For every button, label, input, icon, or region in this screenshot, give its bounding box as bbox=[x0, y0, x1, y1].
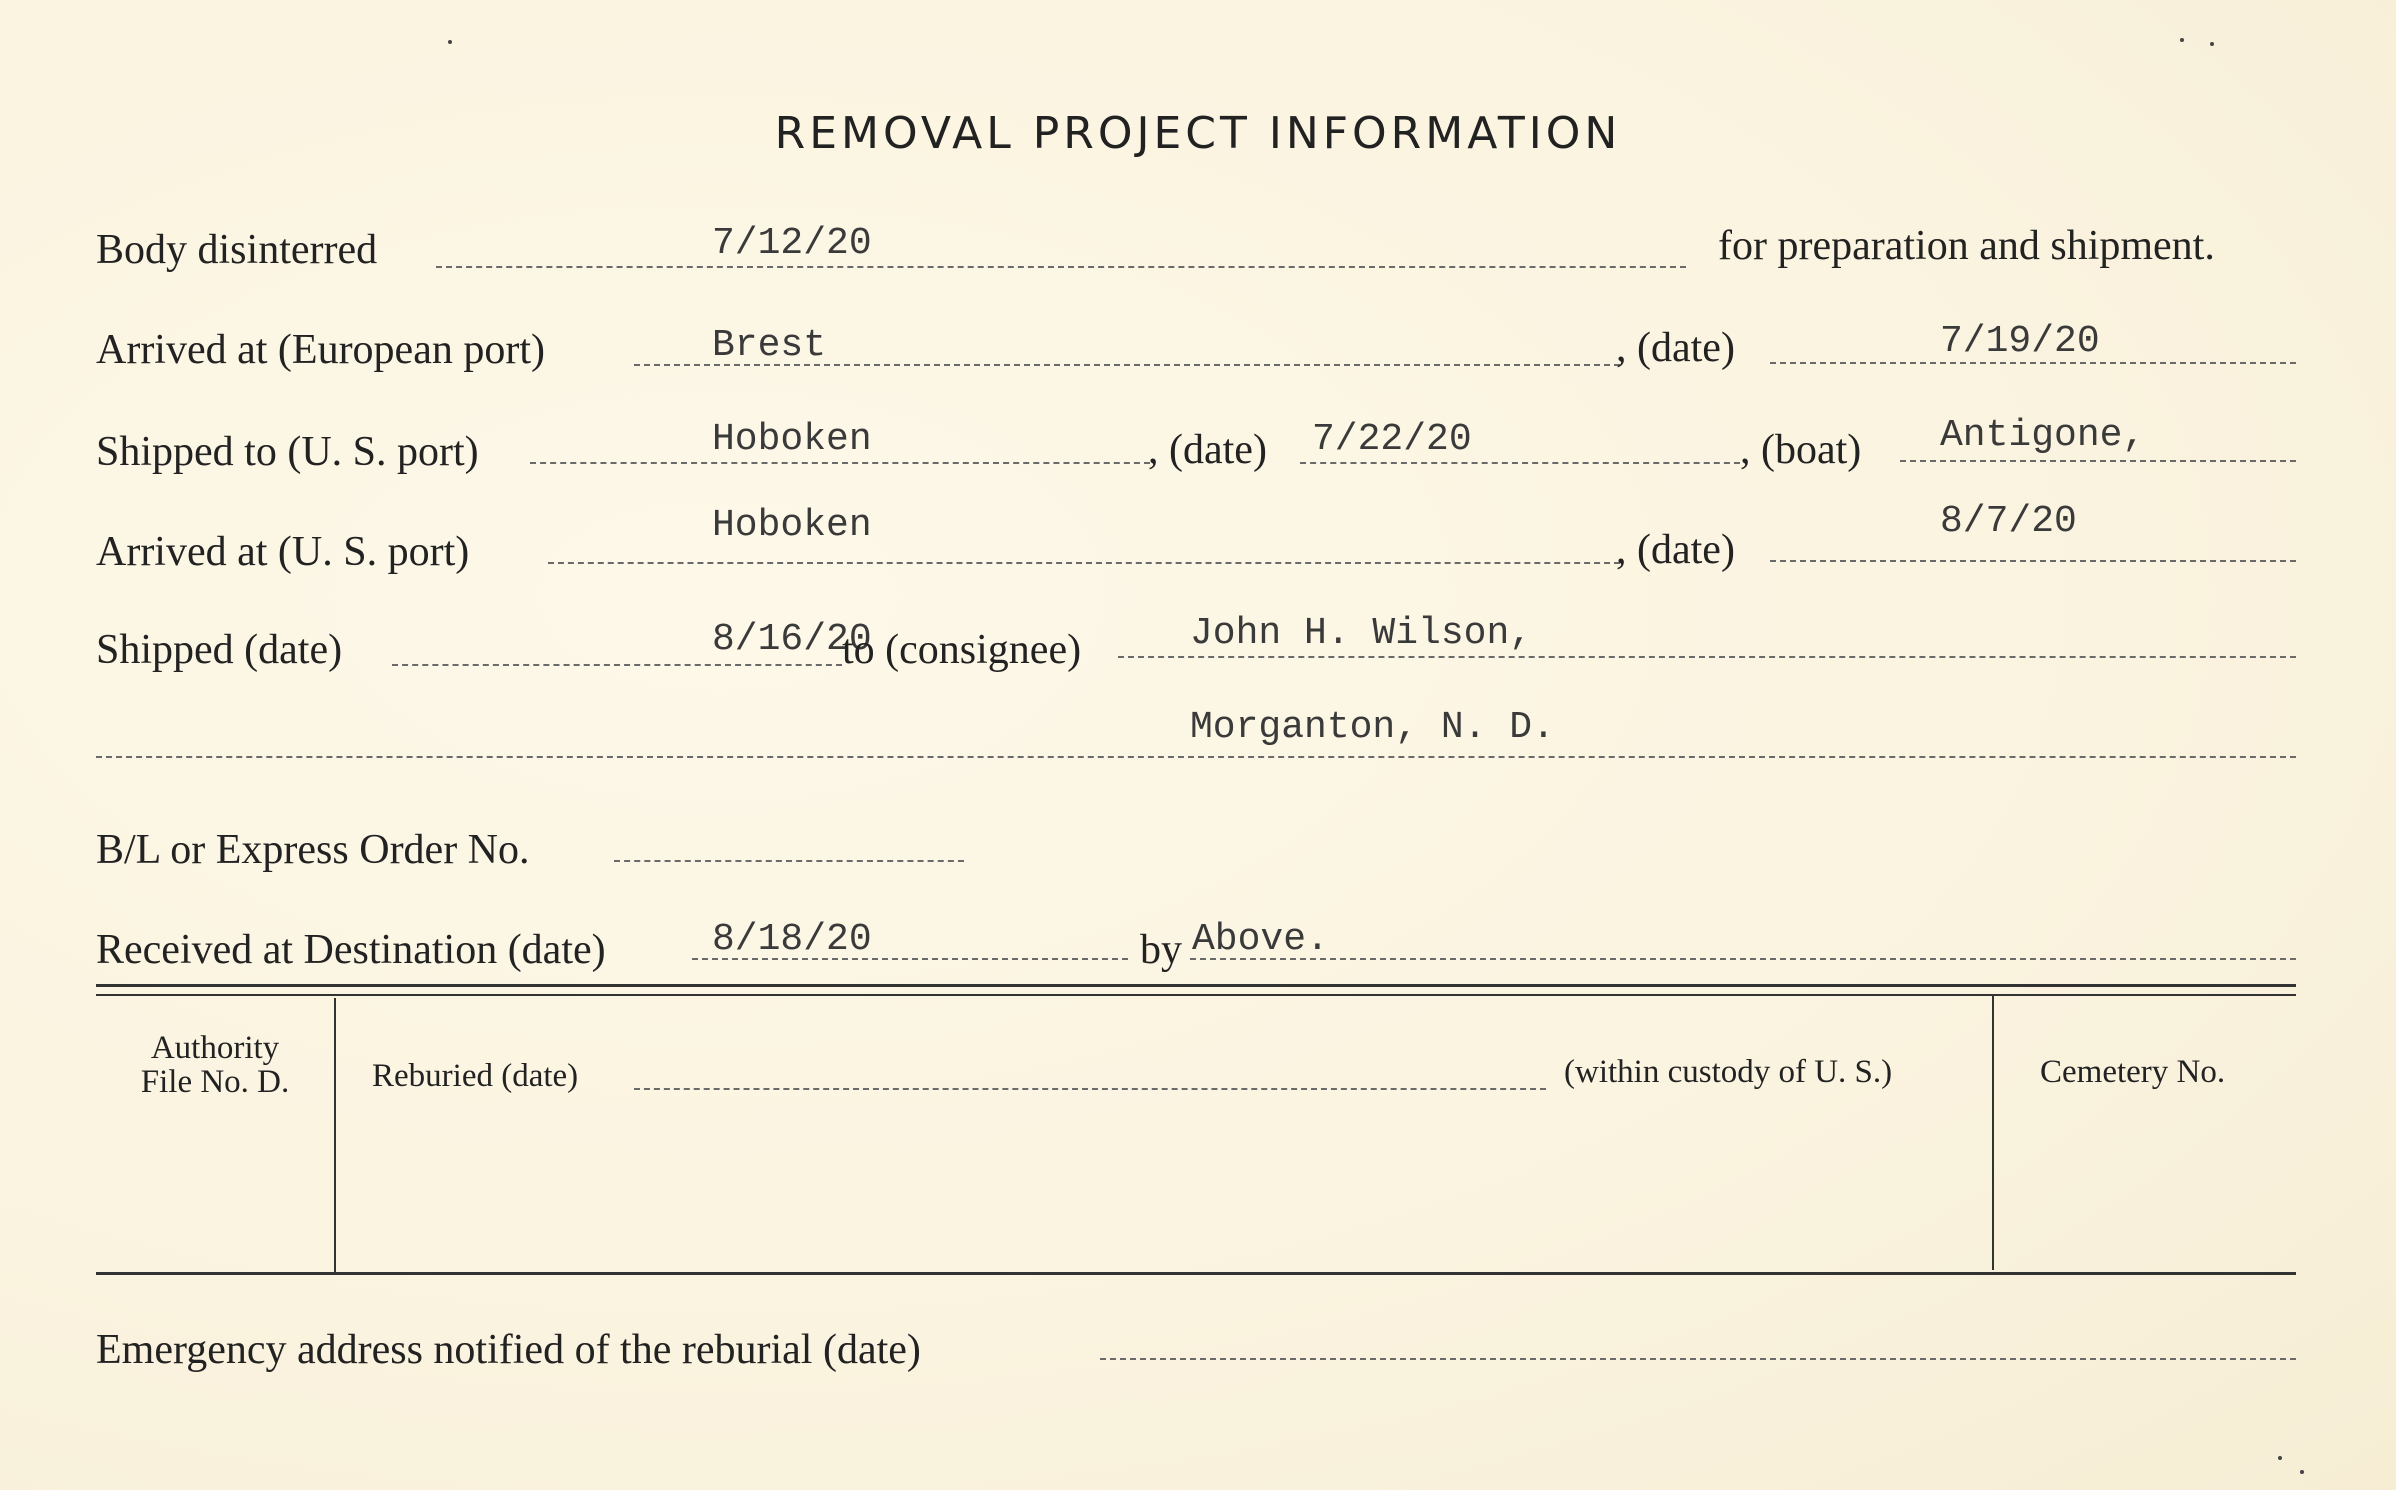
emergency-line bbox=[1100, 1358, 2296, 1360]
authority-label-1: Authority bbox=[150, 1030, 280, 1066]
body-disinterred-suffix: for preparation and shipment. bbox=[1718, 223, 2215, 269]
consignee-label: to (consignee) bbox=[842, 627, 1082, 673]
table-top-rule bbox=[96, 984, 2296, 987]
ink-speck bbox=[2300, 1470, 2304, 1474]
received-by-line bbox=[1190, 958, 2296, 960]
arrived-european-date-value: 7/19/20 bbox=[1940, 320, 2100, 363]
shipped-to-us-boat-value: Antigone, bbox=[1940, 414, 2146, 457]
table-top-rule-2 bbox=[96, 994, 2296, 996]
emergency-label: Emergency address notified of the reburial (date) bbox=[96, 1327, 921, 1373]
body-disinterred-label: Body disinterred bbox=[96, 227, 378, 273]
custody-label: (within custody of U. S.) bbox=[1564, 1054, 1893, 1090]
shipped-to-us-date-label: , (date) bbox=[1148, 427, 1267, 473]
received-destination-value: 8/18/20 bbox=[712, 918, 872, 961]
shipped-to-us-line bbox=[530, 462, 1150, 464]
received-destination-label: Received at Destination (date) bbox=[96, 927, 606, 973]
arrived-us-label: Arrived at (U. S. port) bbox=[96, 529, 470, 575]
shipped-date-label: Shipped (date) bbox=[96, 627, 343, 673]
arrived-us-date-label: , (date) bbox=[1616, 527, 1735, 573]
received-by-label: by bbox=[1140, 927, 1182, 973]
arrived-us-line bbox=[548, 562, 1620, 564]
shipped-to-us-date-value: 7/22/20 bbox=[1312, 418, 1472, 461]
arrived-us-date-value: 8/7/20 bbox=[1940, 500, 2077, 543]
table-bottom-rule bbox=[96, 1272, 2296, 1275]
shipped-date-value: 8/16/20 bbox=[712, 618, 872, 661]
received-by-value: Above. bbox=[1192, 918, 1329, 961]
bl-order-line bbox=[614, 860, 964, 862]
reburied-line bbox=[634, 1088, 1546, 1090]
page-title: REMOVAL PROJECT INFORMATION bbox=[774, 108, 1622, 159]
consignee-address: Morganton, N. D. bbox=[1190, 706, 1555, 749]
reburied-label: Reburied (date) bbox=[372, 1058, 579, 1094]
shipped-to-us-boat-line bbox=[1900, 460, 2296, 462]
ink-speck bbox=[448, 40, 452, 44]
shipped-to-us-date-line bbox=[1300, 462, 1740, 464]
consignee-name: John H. Wilson, bbox=[1190, 612, 1533, 655]
shipped-to-us-value: Hoboken bbox=[712, 418, 872, 461]
arrived-european-label: Arrived at (European port) bbox=[96, 327, 545, 373]
cemetery-label: Cemetery No. bbox=[2040, 1054, 2226, 1090]
ink-speck bbox=[2278, 1456, 2282, 1460]
shipped-to-us-boat-label: , (boat) bbox=[1740, 427, 1862, 473]
body-disinterred-line bbox=[436, 266, 1686, 268]
table-divider-right bbox=[1992, 996, 1994, 1270]
arrived-us-value: Hoboken bbox=[712, 504, 872, 547]
authority-label-2: File No. D. bbox=[140, 1064, 290, 1100]
shipped-to-us-label: Shipped to (U. S. port) bbox=[96, 429, 479, 475]
consignee-line bbox=[1118, 656, 2296, 658]
table-divider-left bbox=[334, 998, 336, 1272]
ink-speck bbox=[2210, 42, 2214, 46]
ink-speck bbox=[2180, 38, 2184, 42]
shipped-date-line bbox=[392, 664, 842, 666]
consignee-line-2 bbox=[96, 756, 2296, 758]
arrived-european-date-label: , (date) bbox=[1616, 325, 1735, 371]
bl-order-label: B/L or Express Order No. bbox=[96, 827, 530, 873]
arrived-european-value: Brest bbox=[712, 324, 827, 367]
arrived-us-date-line bbox=[1770, 560, 2296, 562]
body-disinterred-value: 7/12/20 bbox=[712, 222, 872, 265]
